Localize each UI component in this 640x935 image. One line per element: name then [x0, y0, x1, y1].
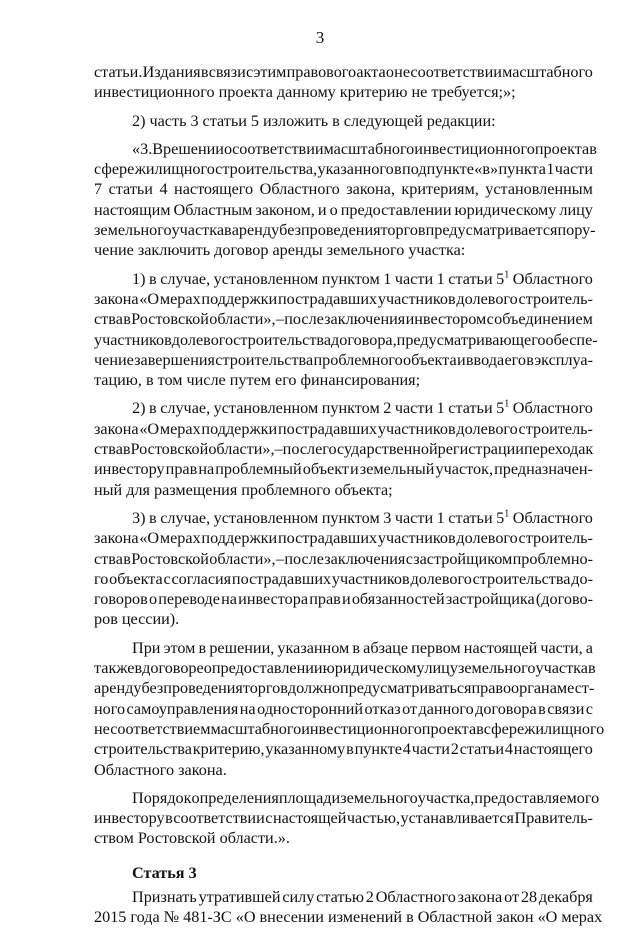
- text-line: также в договоре о предоставлении юридическому лицу земельного участка в: [94, 659, 596, 678]
- text-line: инвестору в соответствии с настоящей частью, устанавливается Правитель-: [94, 809, 593, 828]
- text-line: ного самоуправления на односторонний отказ от данного договора в связи с: [94, 699, 593, 718]
- text-line: 2) часть 3 статьи 5 изложить в следующей редакции:: [132, 111, 496, 130]
- text-line: 7 статьи 4 настоящего Областного закона, критериям, установленным: [94, 180, 593, 199]
- text-line: ства в Ростовской области», – после заключения с застройщиком проблемно-: [94, 549, 593, 568]
- text-line: 3) в случае, установленном пунктом 3 части 1 статьи $5^1$ Областного: [132, 508, 593, 527]
- text-line: При этом в решении, указанном в абзаце первом настоящей части, а: [132, 638, 593, 657]
- text-line: чение завершения строительства проблемного объекта и ввода его в эксплуа-: [94, 350, 593, 369]
- text-line: ством Ростовской области.».: [94, 829, 290, 848]
- paragraph-p6: [94, 638, 605, 780]
- page-number: 3: [315, 28, 325, 47]
- text-line: ства в Ростовской области», – после заключения инвестором с объединением: [94, 310, 593, 329]
- text-line: ров цессии).: [94, 610, 180, 629]
- article-heading: Статья 3: [132, 863, 197, 882]
- text-line: закона «О мерах поддержки пострадавших участников долевого строитель-: [94, 419, 593, 438]
- text-line: го объекта с согласия пострадавших участников долевого строительства до-: [94, 569, 593, 588]
- text-line: земельного участка в аренду без проведения торгов предусматривается пору-: [94, 221, 596, 240]
- text-line: ства в Ростовской области», – после государственной регистрации перехода к: [94, 440, 594, 459]
- text-line: чение заключить договор аренды земельного участка:: [94, 241, 466, 260]
- text-line: статьи. Издания в связи с этим правового акта о несоответствии масштабного: [94, 63, 593, 81]
- text-line: закона «О мерах поддержки пострадавших участников долевого строитель-: [94, 529, 593, 548]
- text-line: говоров о переводе на инвестора прав и обязанностей застройщика (догово-: [94, 590, 593, 609]
- text-line: Порядок определения площади земельного участка, предоставляемого: [132, 788, 600, 807]
- text-line: Признать утратившей силу статью 2 Областного закона от 28 декабря: [132, 887, 593, 906]
- text-line: участников долевого строительства договора, предусматривающего обеспе-: [94, 330, 598, 349]
- text-line: аренду без проведения торгов должно предусматриваться право органа мест-: [94, 679, 595, 698]
- paragraph-p2: [94, 139, 597, 261]
- paragraph-p8: [94, 887, 603, 928]
- paragraph-p1: [94, 111, 593, 131]
- text-line: инвестиционного проекта данному критерию не требуется;»;: [94, 83, 516, 102]
- paragraph-p0: [94, 62, 593, 103]
- text-line: сфере жилищного строительства, указанного в подпункте «в» пункта 1 части: [94, 160, 593, 179]
- text-line: строительства критерию, указанному в пункте 4 части 2 статьи 4 настоящего: [94, 740, 593, 759]
- text-line: 2015 года № 481-ЗС «О внесении изменений в Областной закон «О мерах: [94, 907, 603, 926]
- paragraph-p3: [94, 269, 598, 391]
- article-text: [94, 887, 603, 935]
- document-body: [94, 62, 605, 935]
- text-line: ный для размещения проблемного объекта;: [94, 480, 393, 499]
- amendment-text: [94, 62, 605, 857]
- text-line: инвестору прав на проблемный объект и земельный участок, предназначен-: [94, 460, 593, 479]
- paragraph-p7: [94, 788, 600, 849]
- text-line: Областного закона.: [94, 760, 227, 779]
- text-line: настоящим Областным законом, и о предоставлении юридическому лицу: [94, 200, 593, 219]
- text-line: несоответствием масштабного инвестиционного проекта в сфере жилищного: [94, 719, 605, 738]
- paragraph-p5: [94, 508, 593, 630]
- text-line: «3. В решении о соответствии масштабного инвестиционного проекта в: [132, 139, 597, 158]
- text-line: 1) в случае, установленном пунктом 1 части 1 статьи $5^1$ Областного: [132, 269, 593, 288]
- paragraph-p4: [94, 398, 593, 499]
- text-line: закона «О мерах поддержки пострадавших участников долевого строитель-: [94, 289, 593, 308]
- text-line: тацию, в том числе путем его финансирования;: [94, 371, 421, 390]
- text-line: 2) в случае, установленном пунктом 2 части 1 статьи $5^1$ Областного: [132, 399, 593, 418]
